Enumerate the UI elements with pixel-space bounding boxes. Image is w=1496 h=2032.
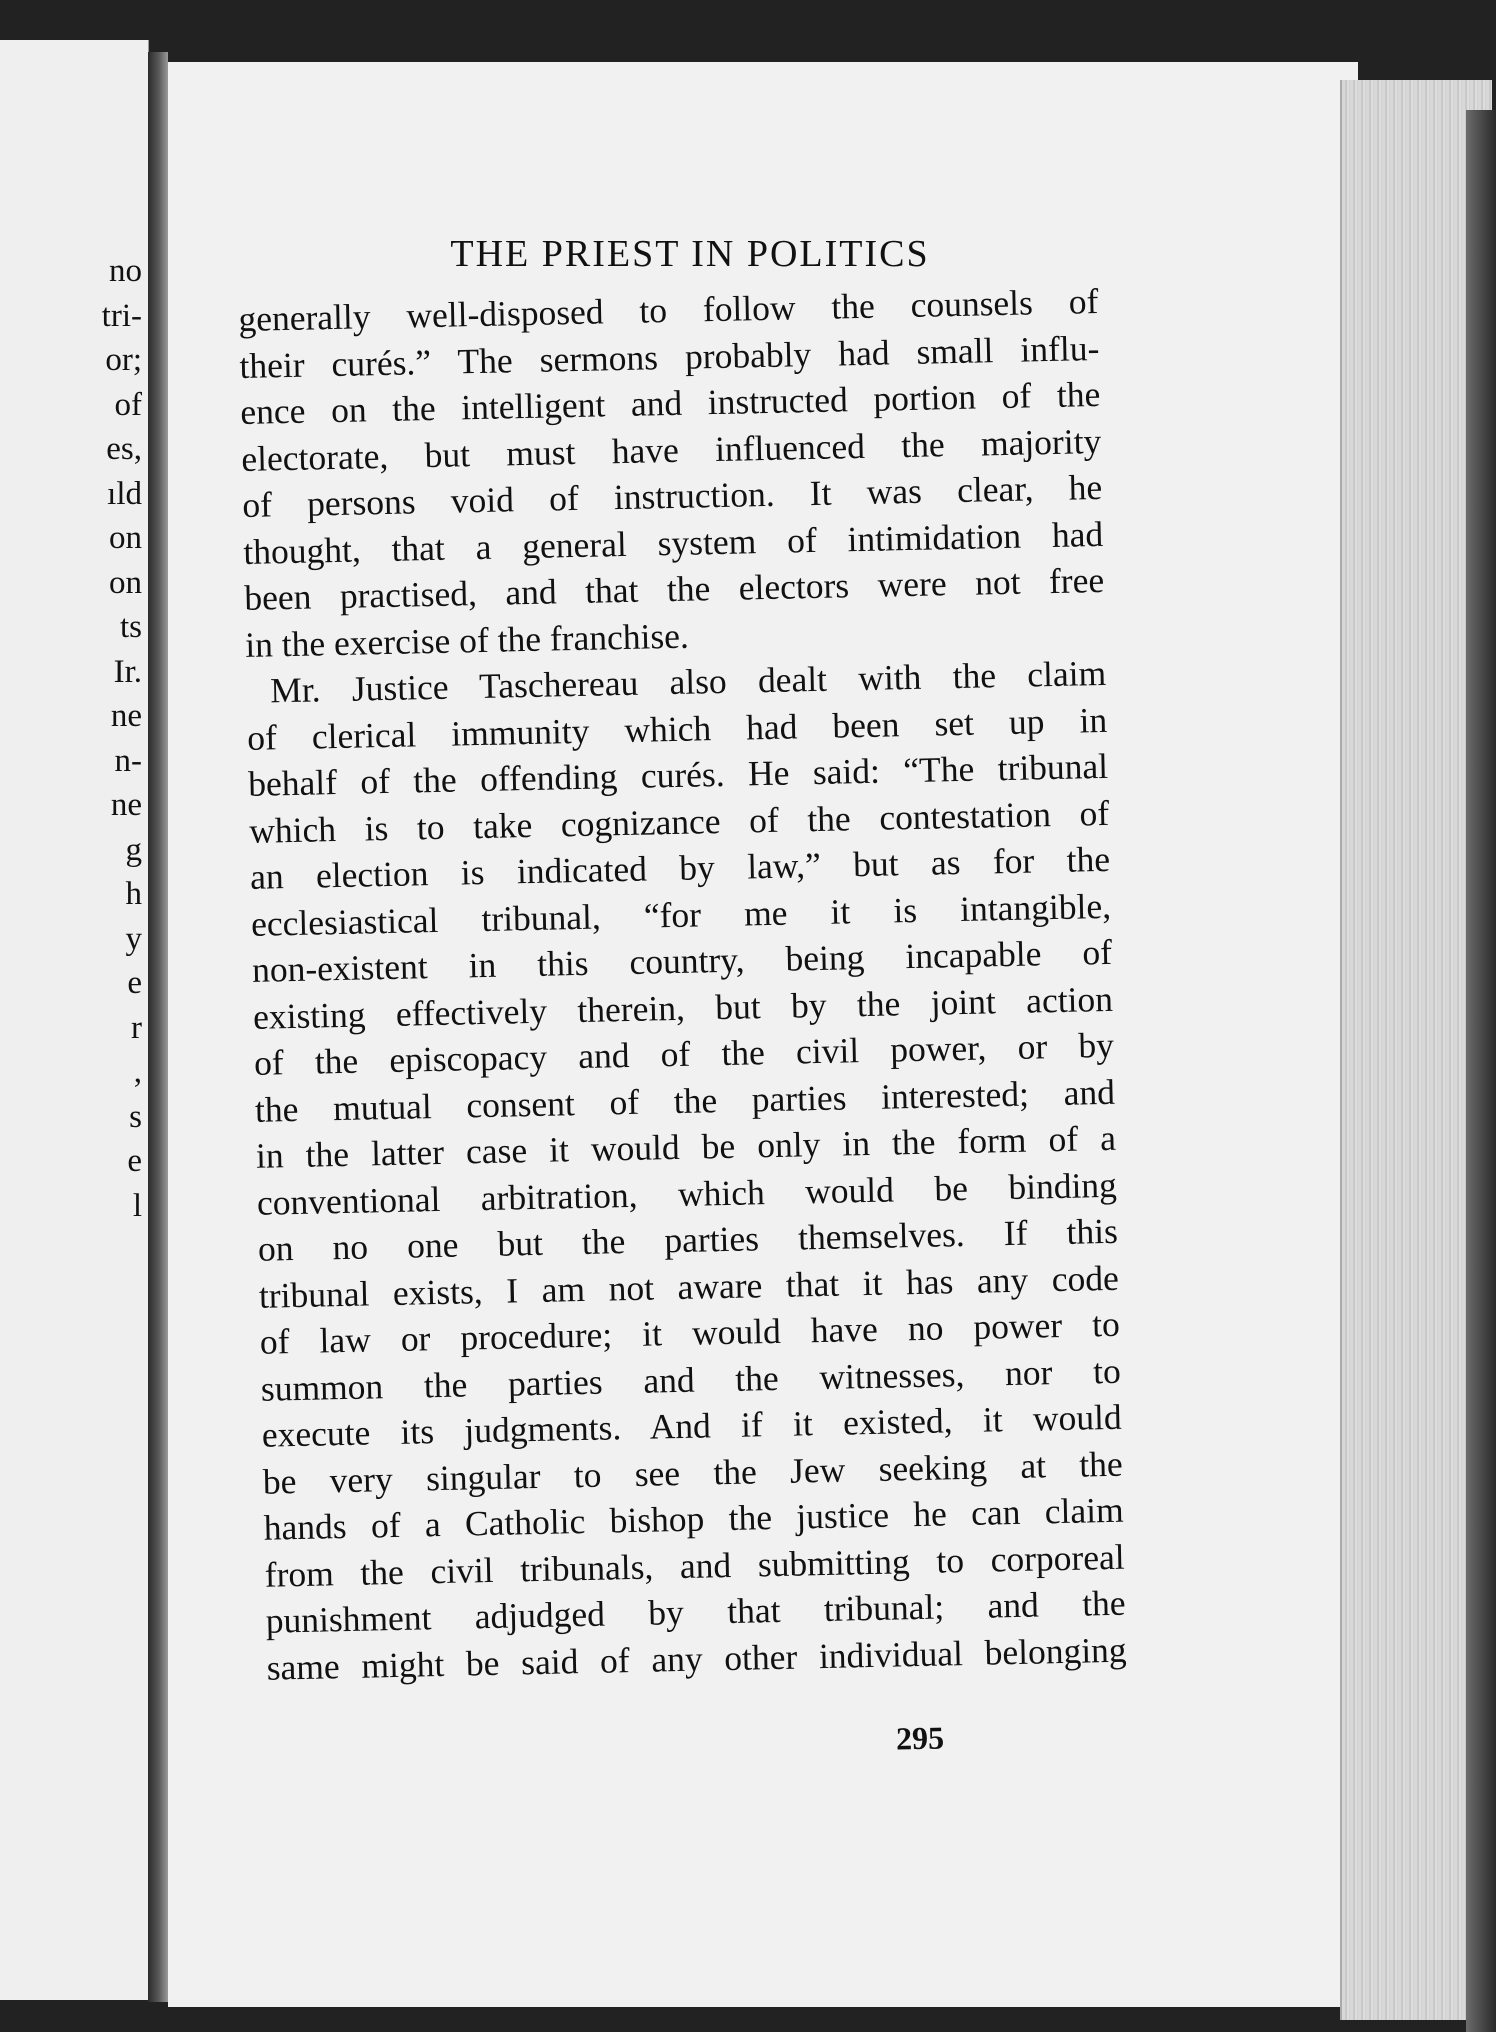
left-page-fragment: e xyxy=(127,1143,142,1179)
text-line: their curés.” The sermons probably had small influ- xyxy=(239,327,1100,386)
text-line: behalf of the offending curés. He said: “The tribunal xyxy=(247,745,1109,804)
left-page-fragment: n- xyxy=(114,742,142,779)
text-line: punishment adjudged by that tribunal; and the xyxy=(265,1582,1126,1641)
left-page-fragment: s xyxy=(129,1098,142,1135)
text-line: same might be said of any other individual belonging xyxy=(266,1629,1127,1688)
text-line: generally well-disposed to follow the counsels of xyxy=(238,280,1099,339)
left-page-fragment: or; xyxy=(105,342,142,378)
page-number: 295 xyxy=(895,1719,945,1757)
text-line: in the exercise of the franchise. xyxy=(244,615,690,665)
left-page-fragment: e xyxy=(127,965,142,1001)
text-line: of clerical immunity which had been set up in xyxy=(246,699,1108,758)
text-line: of law or procedure; it would have no power to xyxy=(259,1303,1121,1362)
text-line: execute its judgments. And if it existed, it would xyxy=(261,1396,1123,1455)
left-page-fragment: ıld xyxy=(107,475,142,512)
left-page-fragment: y xyxy=(125,920,142,957)
left-page-fragment: tri- xyxy=(101,297,142,334)
text-line: of persons void of instruction. It was clear, he xyxy=(241,466,1103,525)
text-line: conventional arbitration, which would be binding xyxy=(256,1164,1118,1223)
body-text xyxy=(238,278,1127,1691)
text-line: ecclesiastical tribunal, “for me it is intangible, xyxy=(250,885,1112,944)
gutter-shadow xyxy=(148,52,168,2002)
text-line: electorate, but must have influenced the majority xyxy=(240,420,1102,479)
text-line: from the civil tribunals, and submitting to corporeal xyxy=(264,1536,1126,1595)
text-line: on no one but the parties themselves. If this xyxy=(257,1210,1119,1269)
left-page-fragment: Ir. xyxy=(113,653,142,690)
text-line: summon the parties and the witnesses, nor to xyxy=(260,1350,1122,1409)
text-line: in the latter case it would be only in the form of a xyxy=(255,1117,1117,1176)
left-page-fragment: ne xyxy=(110,787,142,823)
text-line: been practised, and that the electors were not free xyxy=(243,559,1105,618)
running-head: THE PRIEST IN POLITICS xyxy=(450,233,930,275)
text-line: non-existent in this country, being incapable of xyxy=(251,931,1113,990)
left-page-fragment: on xyxy=(109,564,142,601)
text-line: thought, that a general system of intimidation had xyxy=(242,513,1104,572)
left-page-fragment: h xyxy=(125,876,142,912)
text-line: an election is indicated by law,” but as for the xyxy=(249,838,1111,897)
left-page-fragment: no xyxy=(109,253,142,289)
text-line: tribunal exists, I am not aware that it has any code xyxy=(258,1257,1120,1316)
text-line: be very singular to see the Jew seeking at the xyxy=(262,1443,1124,1502)
left-page-fragment: on xyxy=(109,520,142,556)
left-page-fragment: l xyxy=(132,1187,142,1224)
left-page-fragment: , xyxy=(133,1054,142,1090)
book-edge-shadow xyxy=(1466,110,1496,2032)
left-page-fragment: g xyxy=(125,831,142,868)
left-page-fragment: es, xyxy=(106,431,142,467)
text-line: of the episcopacy and of the civil power, or by xyxy=(253,1024,1115,1083)
text-line: hands of a Catholic bishop the justice he can claim xyxy=(263,1489,1125,1548)
left-page-fragment: ne xyxy=(110,698,142,734)
text-line: Mr. Justice Taschereau also dealt with the claim xyxy=(269,652,1107,711)
left-page xyxy=(0,40,149,2000)
left-page-fragment: ts xyxy=(119,609,142,645)
left-page-fragment: of xyxy=(114,386,142,423)
left-page-fragment: r xyxy=(131,1009,142,1046)
text-line: ence on the intelligent and instructed portion of the xyxy=(240,373,1101,432)
text-line: which is to take cognizance of the contestation of xyxy=(248,792,1110,851)
text-line: the mutual consent of the parties interested; and xyxy=(254,1071,1116,1130)
text-line: existing effectively therein, but by the joint action xyxy=(252,978,1114,1037)
